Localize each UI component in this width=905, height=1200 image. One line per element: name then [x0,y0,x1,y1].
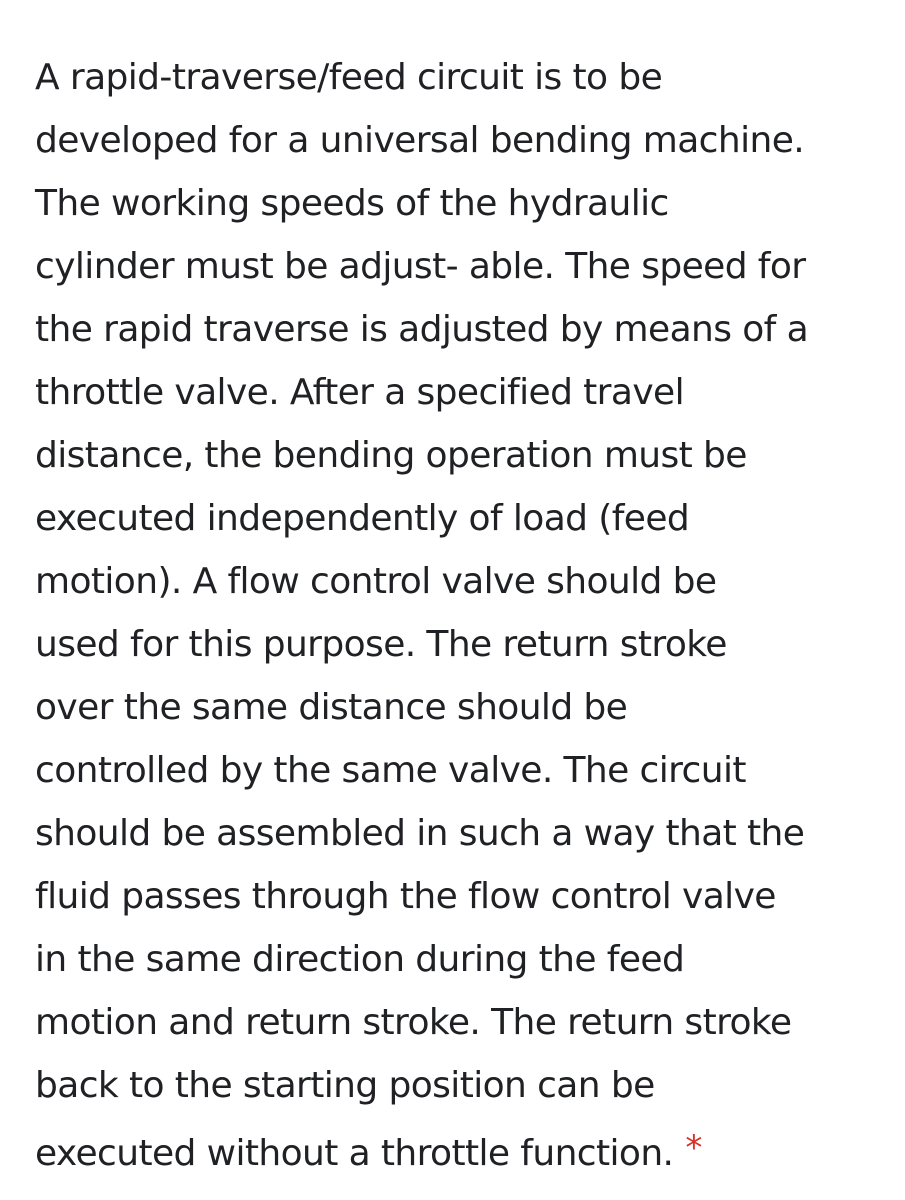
question-line: distance, the bending operation must be [35,435,747,476]
question-line: the rapid traverse is adjusted by means of a [35,309,809,350]
question-line: cylinder must be adjust- able. The speed for [35,246,806,287]
required-asterisk: * [685,1128,702,1168]
question-line: motion and return stroke. The return stroke [35,1002,792,1043]
question-line: used for this purpose. The return stroke [35,624,727,665]
question-line: throttle valve. After a specified travel [35,372,684,413]
question-line: A rapid-traverse/feed circuit is to be [35,57,663,98]
question-line: developed for a universal bending machine. [35,120,805,161]
question-line: in the same direction during the feed [35,939,685,980]
question-line: should be assembled in such a way that the [35,813,805,854]
question-line: over the same distance should be [35,687,628,728]
question-line: executed without a throttle function. [35,1133,674,1174]
question-text [35,46,885,1185]
question-line: motion). A flow control valve should be [35,561,717,602]
question-last-line [35,1117,885,1185]
question-line: executed independently of load (feed [35,498,690,539]
question-line: The working speeds of the hydraulic [35,183,669,224]
question-line: back to the starting position can be [35,1065,655,1106]
question-line: controlled by the same valve. The circuit [35,750,746,791]
question-line: fluid passes through the flow control valve [35,876,776,917]
